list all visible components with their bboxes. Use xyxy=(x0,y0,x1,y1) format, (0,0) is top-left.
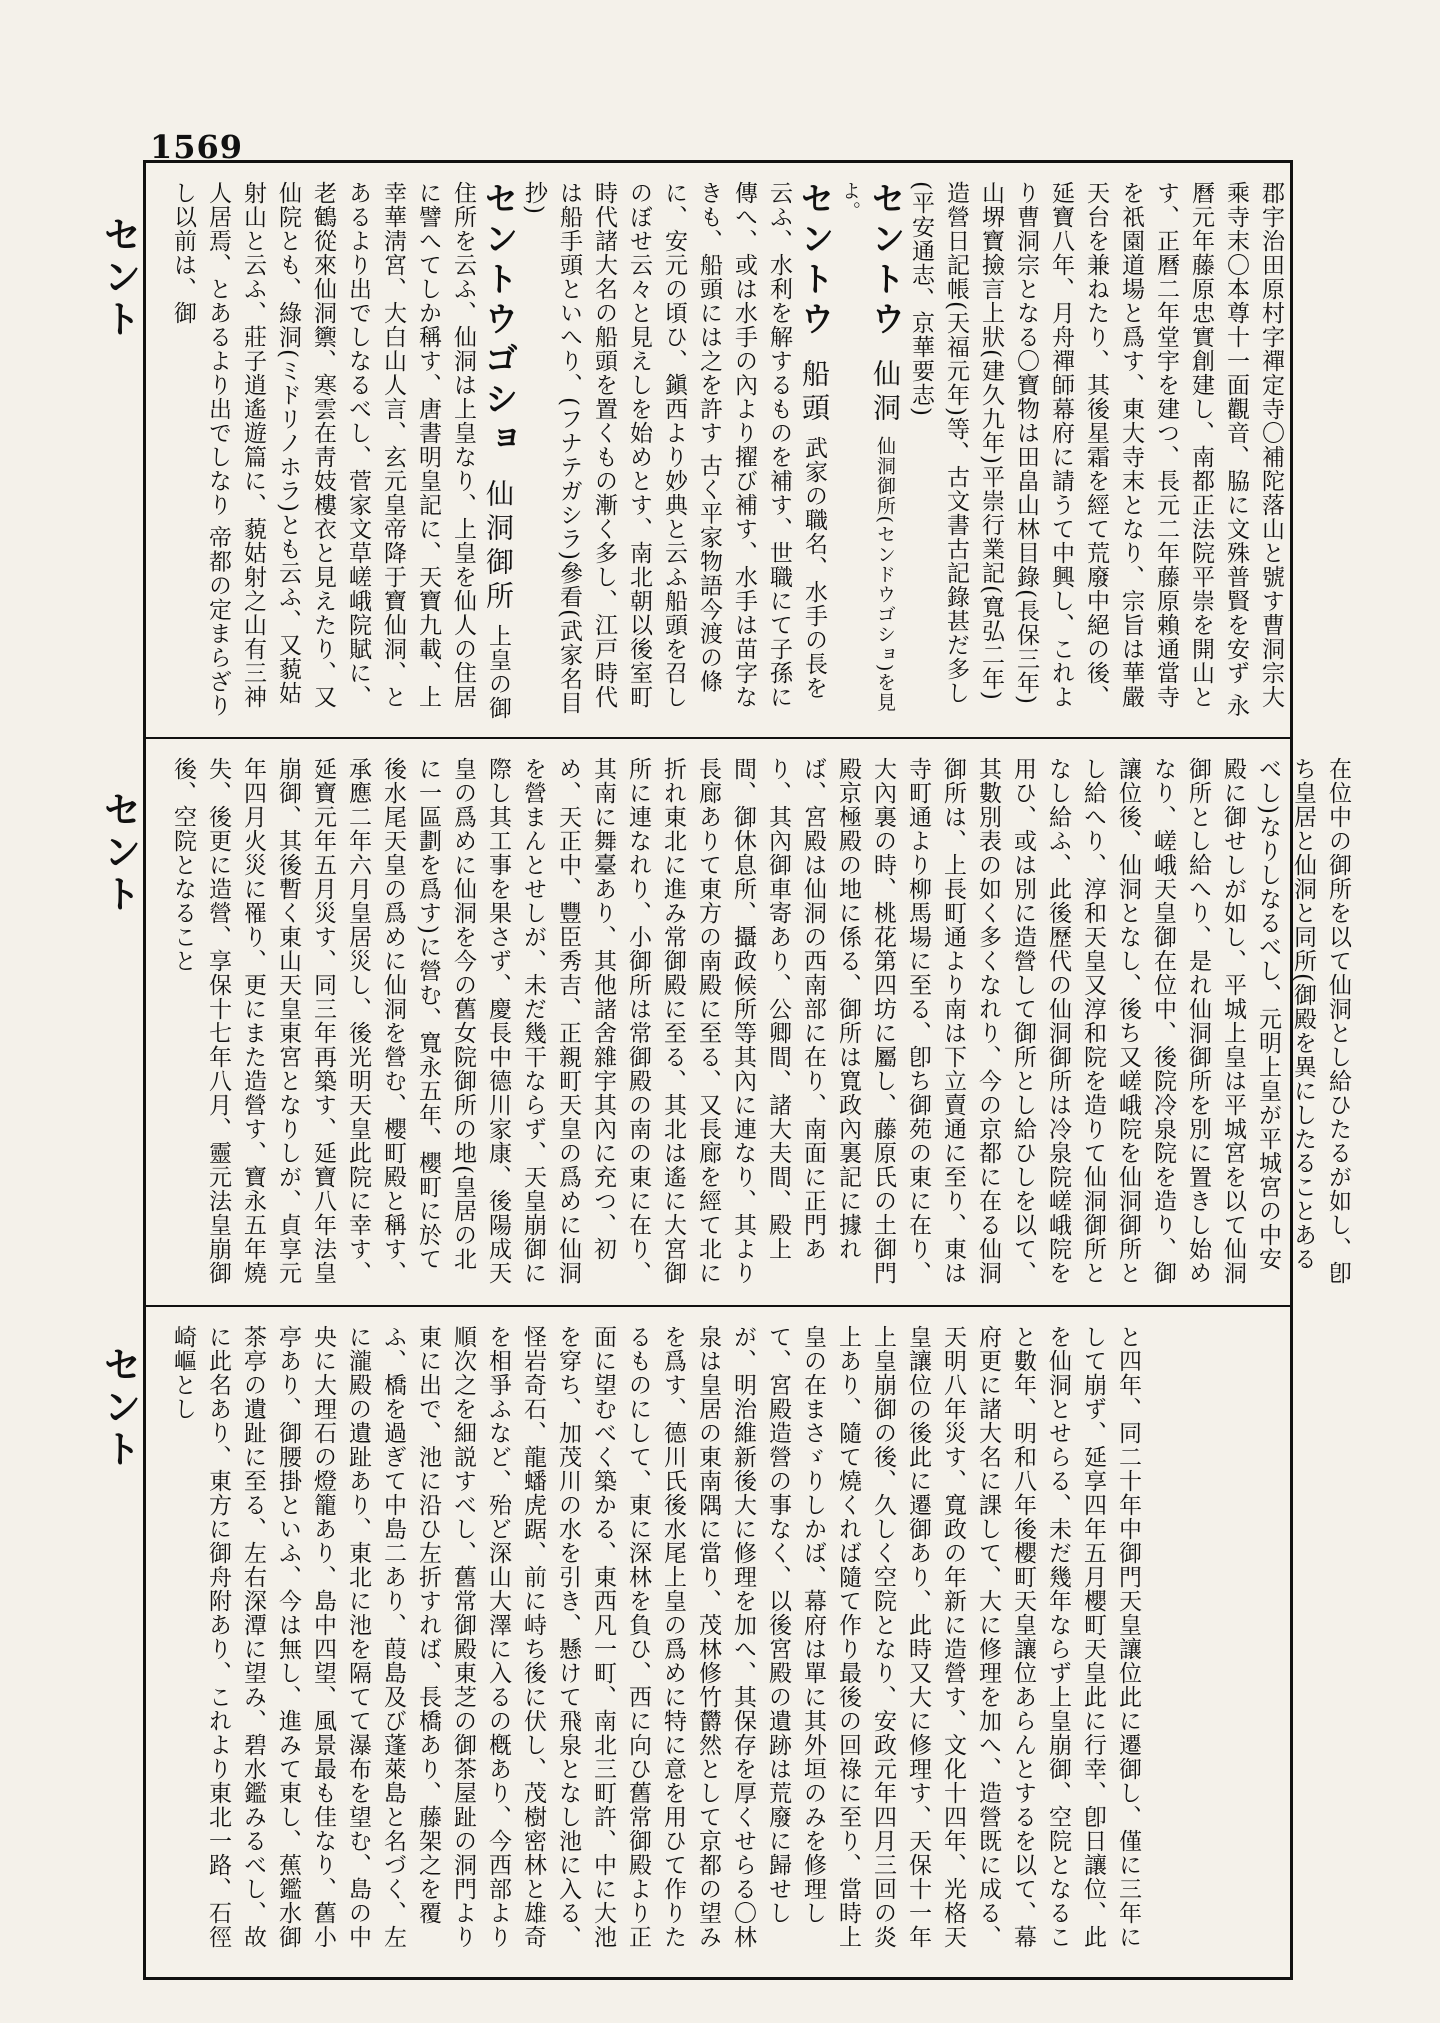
entry-sentou-text: 仙洞御所(センドウゴショ)を見よ。 xyxy=(839,181,896,713)
tier-upper-body xyxy=(143,163,1310,733)
entry-sentou-gosho-text: 上皇の御住所を云ふ、仙洞は上皇なり、上皇を仙人の住居に譬へてしか稱す、唐書明皇記に、天寶九載、上幸華淸宮、大白山人言、玄元皇帝降于寶仙洞、とあるより出でしなるべし、菅家文草嵯峨院賦に、老鶴從來仙洞籞、寒雲在靑妓樓衣と見えたり、又仙院とも、綠洞(ミドリノホラ)とも云ふ、又藐姑射山と云ふ、莊子逍遙遊篇に、藐姑射之山有三神人居焉、とあるより出でしなり 帝都の定まらざりし以前は、御 xyxy=(170,181,511,720)
headword-sendou: セントウ xyxy=(794,181,834,341)
tier-upper xyxy=(143,163,1293,733)
side-label-middle: セント xyxy=(97,790,141,916)
headword-sentou-kanji: 仙洞 xyxy=(869,359,902,428)
entry-intro-text xyxy=(903,181,1288,721)
tier-lower xyxy=(143,1307,1293,1975)
tier-middle-body xyxy=(143,739,1377,1302)
headword-sentou-gosho-kanji: 仙洞御所 xyxy=(482,479,515,616)
tier-middle xyxy=(143,739,1351,1302)
intro-text: 郡宇治田原村字禪定寺〇補陀落山と號す曹洞宗大乘寺末〇本尊十一面觀音、脇に文殊普賢を安ず 永曆元年藤原忠實創建し、南都正法院平崇を開山とす、正曆二年堂宇を建つ、長元二年藤原賴通當寺を祇園道場と爲す、東大寺末となり、宗旨は華嚴天台を兼ねたり、其後星霜を經て荒廢中絕の後、延寶八年、月舟禪師幕府に請うて中興し、これより曹洞宗となる〇寶物は田畠山林目錄(長保三年)山堺寶撿言上狀(建久九年)平崇行業記(寬弘二年)造營日記帳(天福元年)等、古文書古記錄甚だ多し(平安通志、京華要志) xyxy=(908,181,1284,718)
side-label-upper: セント xyxy=(97,215,141,341)
entry-sentou xyxy=(832,181,903,721)
headword-sentou-gosho: セントウゴショ xyxy=(478,181,518,461)
headword-sentou: セントウ xyxy=(865,181,905,341)
page-number: 1569 xyxy=(150,128,244,166)
tier-middle-text: 在位中の御所を以て仙洞とし給ひたるが如し、卽ち皇居と仙洞と同所(御殿を異にしたることあるべし)なりしなるべし、元明上皇が平城宮の中安殿に御せしが如し、平城上皇は平城宮を以て仙洞御所とし給へり、是れ仙洞御所を別に置きし始めなり、嵯峨天皇御在位中、後院冷泉院を造り、御讓位後、仙洞となし、後ち又嵯峨院を仙洞御所とし給へり、淳和天皇又淳和院を造りて仙洞御所となし給ふ、此後歷代の仙洞御所は冷泉院嵯峨院を用ひ、或は別に造營して御所とし給ひしを以て、其數別表の如く多くなれり、今の京都に在る仙洞御所は、上長町通より南は下立賣通に至り、東は寺町通より柳馬場に至る、卽ち御苑の東に在り、大內裏の時、桃花第四坊に屬し、藤原氏の土御門殿京極殿の地に係る、御所は寬政內裏記に據れば、宮殿は仙洞の西南部に在り、南面に正門あり、其內御車寄あり、公卿間、諸大夫間、殿上間、御休息所、攝政候所等其內に連なり、其より長廊ありて東方の南殿に至る、又長廊を經て北に折れ東北に進み常御殿に至る、其北は遙に大宮御所に連なれり、小御所は常御殿の南の東に在り、其南に舞臺あり、其他諸舍雜宇其內に充つ、初め、天正中、豐臣秀吉、正親町天皇の爲めに仙洞を營まんとせしが、未だ幾干ならず、天皇崩御に際し其工事を果さず、慶長中德川家康、後陽成天皇の爲めに仙洞を今の舊女院御所の地(皇居の北に一區劃を爲す)に營む、寬永五年、櫻町に於て後水尾天皇の爲めに仙洞を營む、櫻町殿と稱す、承應二年六月皇居災し、後光明天皇此院に幸す、延寶元年五月災す、同三年再築す、延寶八年法皇崩御、其後暫く東山天皇東宮となりしが、貞享元年四月火災に罹り、更にまた造營す、寶永五年燒失、後更に造營、享保十七年八月、靈元法皇崩御後、空院となること xyxy=(170,757,1351,1285)
headword-sendou-kanji: 船頭 xyxy=(798,359,831,428)
side-label-lower: セント xyxy=(97,1345,141,1471)
tier-lower-body xyxy=(143,1307,1167,1975)
entry-sentou-gosho xyxy=(165,181,516,721)
entry-sendou-text: 武家の職名、水手の長を云ふ、水利を解するものを補す、世職にて子孫に傳へ、或は水手の內より擢び補す、水手は苗字なきも、船頭には之を許す 古く平家物語今渡の條に、安元の頃ひ、鎭西より妙典と云ふ船頭を召しのぼせ云々と見えしを始めとす、南北朝以後室町時代諸大名の船頭を置くもの漸く多し、江戸時代は船手頭といへり、(フナテガシラ)參看(武家名目抄) xyxy=(521,181,827,715)
entry-sendou xyxy=(516,181,832,721)
tier-lower-text: と四年、同二十年中御門天皇讓位此に遷御し、僅に三年にして崩ず、延享四年五月櫻町天皇此に行幸、卽日讓位、此を仙洞とせらる、未だ幾年ならず上皇崩御、空院となること數年、明和八年後櫻町天皇讓位あらんとするを以て、幕府更に諸大名に課して、大に修理を加へ、造營既に成る、天明八年災す、寬政の年新に造營す、文化十四年、光格天皇讓位の後此に遷御あり、此時又大に修理す、天保十一年上皇崩御の後、久しく空院となり、安政元年四月三回の炎上あり、隨て燒くれば隨て作り最後の回祿に至り、當時上皇の在まさゞりしかば、幕府は單に其外垣のみを修理して、宮殿造營の事なく、以後宮殿の遺跡は荒廢に歸せしが、明治維新後大に修理を加へ、其保存を厚くせらる〇林泉は皇居の東南隅に當り、茂林修竹欝然として京都の望みを爲す、德川氏後水尾上皇の爲めに特に意を用ひて作りたるものにして、東に深林を負ひ、西に向ひ舊常御殿より正面に望むべく築かる、東西凡一町、南北三町許、中に大池を穿ち、加茂川の水を引き、懸けて飛泉となし池に入る、怪岩奇石、龍蟠虎踞、前に峙ち後に伏し、茂樹密林と雄奇を相爭ふなど、殆ど深山大澤に入るの槪あり、今西部より順次之を細説すべし、舊常御殿東芝の御茶屋趾の洞門より東に出で、池に沿ひ左折すれば、長橋あり、藤架之を覆ふ、橋を過ぎて中島二あり、葭島及び蓬萊島と名づく、左に瀧殿の遺趾あり、東北に池を隔てて瀑布を望む、島の中央に大理石の燈籠あり、島中四望、風景最も佳なり、舊小亭あり、御腰掛といふ、今は無し、進みて東し、蕉鑑水御茶亭の遺趾に至る、左右深潭に望み、碧水鑑みるべし、故に此名あり、東方に御舟附あり、これより東北一路、石徑崎嶇とし xyxy=(170,1325,1141,1949)
